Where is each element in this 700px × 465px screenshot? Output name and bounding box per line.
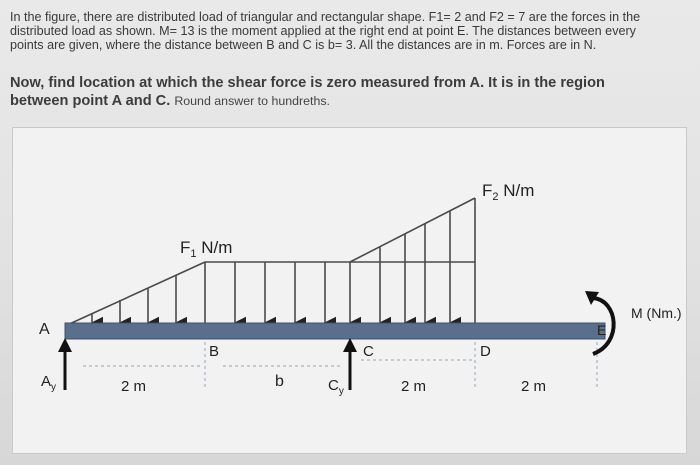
point-a-label: A bbox=[39, 321, 50, 338]
dim-bc-label: b bbox=[275, 373, 284, 390]
beam-figure bbox=[12, 127, 687, 454]
point-d-label: D bbox=[480, 343, 491, 360]
beam bbox=[65, 323, 605, 339]
reaction-cy-label: $C_y$ bbox=[328, 377, 344, 397]
point-c-label: C bbox=[363, 343, 374, 360]
reaction-cy-arrow bbox=[343, 338, 357, 390]
dim-cd-label: 2 m bbox=[401, 378, 427, 395]
question-statement bbox=[10, 74, 690, 110]
dim-ab-label: 2 m bbox=[121, 378, 147, 395]
f2-load-label: $F_2$ N/m bbox=[482, 181, 535, 203]
beam-diagram bbox=[13, 128, 686, 453]
problem-statement bbox=[10, 10, 690, 52]
problem-line-3: points are given, where the distance between B and C is b= 3. All the distances are in m. Forces are in N. bbox=[10, 38, 597, 52]
question-line-2: between point A and C. bbox=[10, 93, 171, 109]
question-line-1: Now, find location at which the shear force is zero measured from A. It is in the region bbox=[10, 75, 605, 91]
dim-de-label: 2 m bbox=[521, 378, 547, 395]
triangular-load-cd bbox=[350, 198, 475, 262]
rounding-hint: Round answer to hundreths. bbox=[174, 94, 330, 108]
triangular-load-ab bbox=[65, 262, 205, 326]
moment-label: M (Nm.) bbox=[631, 305, 682, 321]
problem-line-1: In the figure, there are distributed load of triangular and rectangular shape. F1= 2 and F2 = 7 are the forces in the bbox=[10, 10, 641, 24]
f1-load-label: $F_1$ N/m bbox=[180, 238, 233, 260]
dimension-lines bbox=[83, 342, 597, 390]
point-b-label: B bbox=[209, 343, 220, 360]
point-e-label: E bbox=[597, 322, 607, 338]
reaction-ay-arrow bbox=[58, 338, 72, 390]
reaction-ay-label: $A_y$ bbox=[41, 373, 57, 393]
rectangular-load-bd bbox=[205, 262, 475, 323]
problem-line-2: distributed load as shown. M= 13 is the moment applied at the right end at point E. The distances between every bbox=[10, 24, 636, 38]
question-line-2-row bbox=[10, 92, 690, 110]
